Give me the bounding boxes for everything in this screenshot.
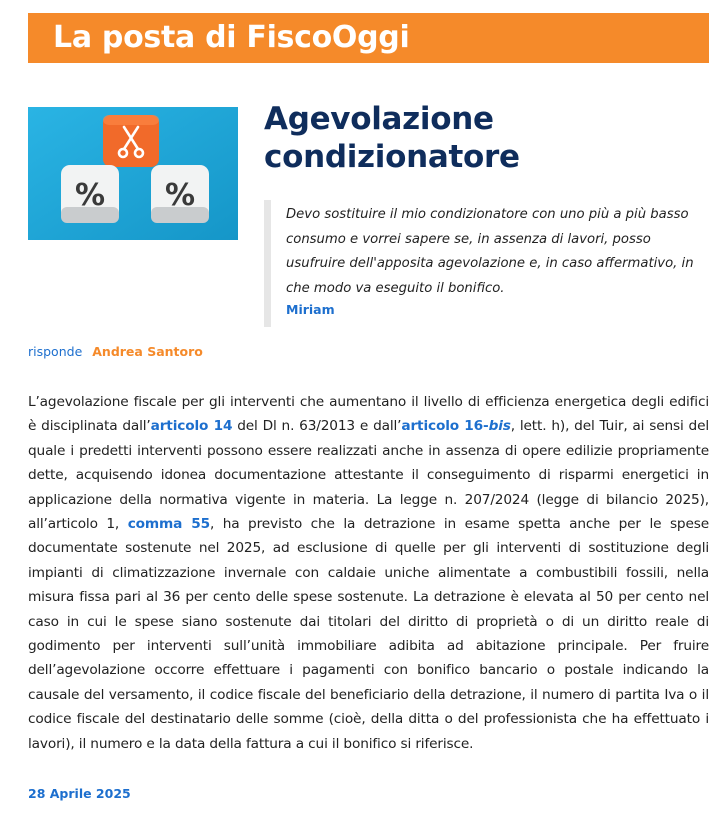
link-comma-55[interactable]: comma 55 (127, 516, 210, 533)
link-articolo-16-bis[interactable] (401, 418, 510, 434)
link-articolo-16-label[interactable]: articolo 16- (401, 418, 489, 435)
percent-icon: % (74, 178, 106, 213)
body-text-segment: del Dl n. 63/2013 e dall’ (232, 418, 402, 435)
percent-icon: % (164, 178, 196, 213)
question-author: Miriam (286, 302, 335, 318)
body-text-segment: L’agevolazione fiscale per gli interventi che aumentano il livello di efficienza energetica degli edifici è disciplinata dall’ (28, 394, 709, 435)
percent-die-left (61, 165, 119, 223)
link-articolo-14[interactable]: articolo 14 (150, 418, 233, 435)
percent-die-right (151, 165, 209, 223)
article-body (28, 390, 709, 756)
reader-question (264, 200, 704, 327)
header-banner (28, 13, 709, 63)
publication-date: 28 Aprile 2025 (28, 786, 131, 801)
body-text-segment: , lett. h), del Tuir, ai sensi del quale i predetti interventi possono essere realizzati anche in assenza di opere edilizie propriamente dette, acquisendo idonea documentazione attestante il conseguimento di risparmi energetici in applicazione della normativa vigente in materia. La legge n. 207/2024 (legge di bilancio 2025), all’articolo 1, (28, 418, 709, 533)
byline (28, 344, 203, 359)
site-title: La posta di FiscoOggi (53, 20, 410, 55)
question-text: Devo sostituire il mio condizionatore con uno più a più basso consumo e vorrei sapere se, in assenza di lavori, posso usufruire dell'apposita agevolazione e, in caso affermativo, in che modo va eseguito il bonifico. (286, 207, 694, 296)
byline-label: risponde (28, 344, 83, 359)
scissors-die (103, 115, 159, 167)
author-name[interactable]: Andrea Santoro (92, 344, 203, 359)
link-bis-suffix[interactable]: bis (488, 418, 511, 435)
hero-image (28, 107, 238, 240)
body-text-segment: , ha previsto che la detrazione in esame spetta anche per le spese documentate sostenute nel 2025, ad esclusione di quelle per gli interventi di sostituzione degli impianti di climatizzazione invernale con caldaie uniche alimentate a combustibili fossili, nella misura fissa pari al 36 per cento delle spese sostenute. La detrazione è elevata al 50 per cento nel caso in cui le spese siano sostenute dai titolari del diritto di proprietà o di un diritto reale di godimento per interventi sull’unità immobiliare adibita ad abitazione principale. Per fruire dell’agevolazione occorre effettuare i pagamenti con bonifico bancario o postale indicando la causale del versamento, il codice fiscale del beneficiario della detrazione, il numero di partita Iva o il codice fiscale del destinatario delle somme (cioè, della ditta o del professionista che ha effettuato i lavori), il numero e la data della fattura a cui il bonifico si riferisce. (28, 516, 709, 752)
article-title: Agevolazione condizionatore (264, 101, 520, 175)
